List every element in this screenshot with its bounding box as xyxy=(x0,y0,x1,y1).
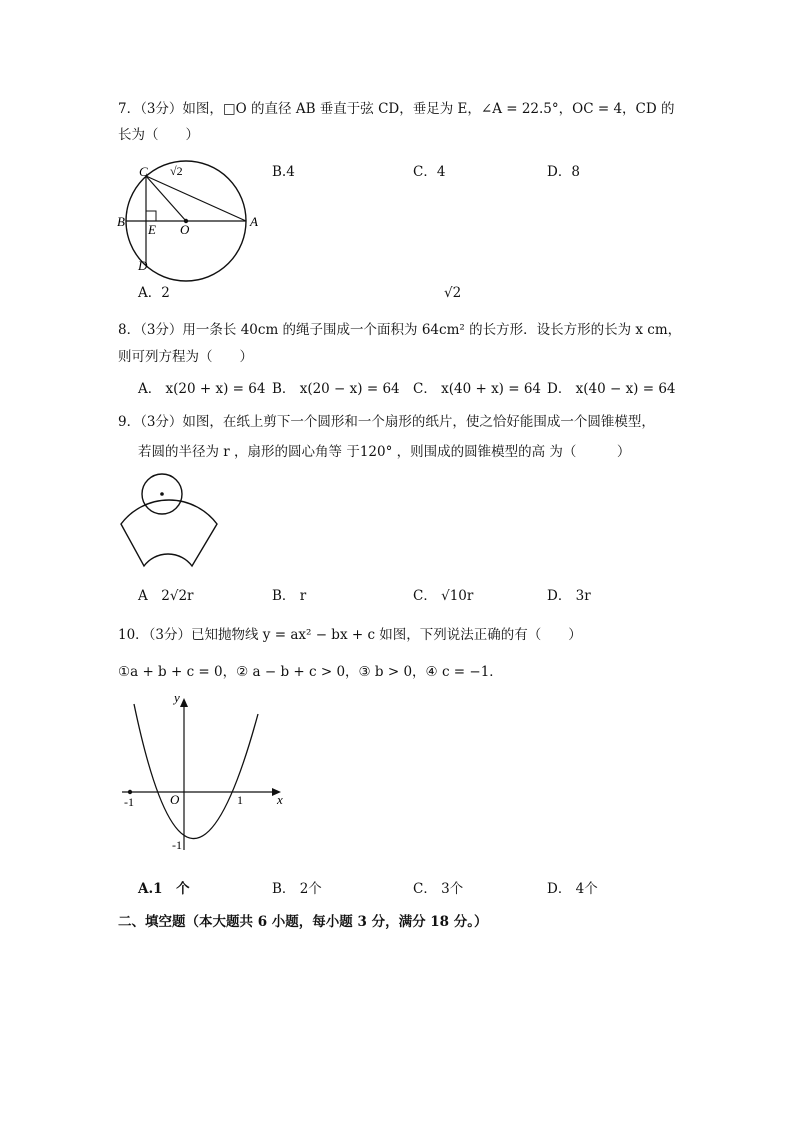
q8-stem-line2: 则可列方程为（ ） xyxy=(118,349,253,365)
q7-stem-line1: 7．（3分）如图，□O 的直径 AB 垂直于弦 CD，垂足为 E，∠A = 22.5°，OC = 4，CD 的 xyxy=(118,101,675,117)
q8-stem-line1: 8．（3分）用一条长 40cm 的绳子围成一个面积为 64cm² 的长方形．设长方形的长为 x cm， xyxy=(118,322,682,338)
segment-co xyxy=(146,176,186,221)
q7-option-c: C．4 xyxy=(413,164,446,180)
q10-stem-line1: 10．（3分）已知抛物线 y = ax² − bx + c 如图，下列说法正确的有（ ） xyxy=(118,627,582,643)
label-neg1-x: -1 xyxy=(124,795,134,809)
q8-option-a: A． x(20 + x) = 64 xyxy=(138,381,266,397)
label-sqrt2: √2 xyxy=(170,164,183,178)
label-c: C xyxy=(139,164,148,179)
section-2-heading: 二、填空题（本大题共 6 小题，每小题 3 分，满分 18 分。） xyxy=(118,914,488,930)
q8-option-c: C． x(40 + x) = 64 xyxy=(413,381,542,397)
q7-option-a: A．2 xyxy=(138,285,170,301)
y-axis-arrow xyxy=(180,698,188,707)
label-a: A xyxy=(250,214,258,229)
label-e: E xyxy=(148,222,156,237)
q9-stem-line2: 若圆的半径为 r ，扇形的圆心角等 于120° ，则围成的圆锥模型的高 为（ ） xyxy=(138,444,631,460)
label-o: O xyxy=(180,222,190,237)
label-d: D xyxy=(138,258,148,273)
q10-conditions: ①a + b + c = 0，② a − b + c > 0，③ b > 0，④ c = −1． xyxy=(118,664,503,680)
q10-option-d: D． 4个 xyxy=(547,881,598,897)
label-neg1-y: -1 xyxy=(172,838,182,852)
q9-option-c: C． √10r xyxy=(413,588,474,604)
q9-stem-line1: 9．（3分）如图，在纸上剪下一个圆形和一个扇形的纸片，使之恰好能围成一个圆锥模型， xyxy=(118,414,655,430)
q8-option-d: D． x(40 − x) = 64 xyxy=(547,381,676,397)
point-neg1 xyxy=(128,790,132,794)
parabola-curve xyxy=(134,704,258,839)
q9-option-d: D． 3r xyxy=(547,588,591,604)
q7-option-b: B.4 xyxy=(272,164,295,180)
q10-option-b: B． 2个 xyxy=(272,881,322,897)
q9-cone-net-figure xyxy=(114,470,224,570)
q7-stem-line2: 长为（ ） xyxy=(118,127,199,143)
q10-option-c: C． 3个 xyxy=(413,881,464,897)
label-b: B xyxy=(117,214,125,229)
q7-option-d: D．8 xyxy=(547,164,580,180)
q9-option-b: B． r xyxy=(272,588,307,604)
q8-option-b: B． x(20 − x) = 64 xyxy=(272,381,400,397)
q7-stray-sqrt2: √2 xyxy=(444,285,462,301)
label-y: y xyxy=(174,690,180,705)
sector-shape xyxy=(121,500,217,566)
q10-parabola-figure xyxy=(118,690,290,860)
q9-option-a: A 2√2r xyxy=(138,588,194,604)
right-angle-mark xyxy=(146,211,156,221)
q10-option-a: A.1 个 xyxy=(138,881,190,897)
segment-ca xyxy=(146,176,246,221)
label-one: 1 xyxy=(237,793,243,807)
q7-circle-figure xyxy=(112,158,272,284)
label-x: x xyxy=(277,792,283,807)
circle-center-dot xyxy=(160,492,164,496)
label-origin: O xyxy=(170,792,180,807)
